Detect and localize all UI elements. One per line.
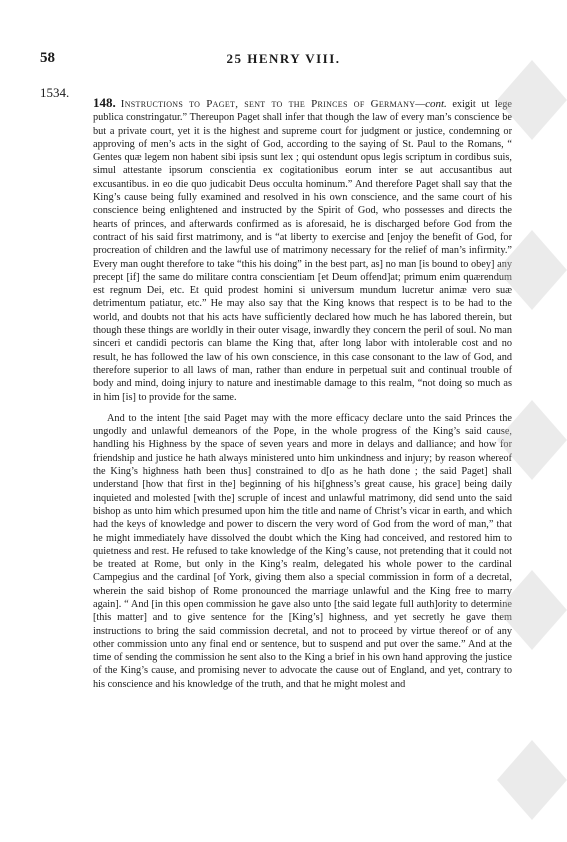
page-number: 58: [40, 50, 55, 66]
year-marginal: 1534.: [40, 85, 70, 100]
entry-heading: Instructions to Paget, sent to the Princes of Germany: [120, 98, 416, 110]
entry-number: 148.: [93, 95, 116, 110]
paragraph-1-text: exigit ut lege publica constringatur.” Thereupon Paget shall infer that though the law of every man’s conscience be but a private court, yet it is the highest and supreme court for judgment or justice, condemning or approving of men’s acts in the sight of God, according to the saying of St. Paul to the Romans, “ Gentes quæ legem non habent sibi ipsis sunt lex ; qui ostendunt opus legis scriptum in cordibus suis, simul attestante ipsorum conscientia ex cogitationibus eorum inter se aut accusantibus aut excusantibus. in eo die quo judicabit Deus occulta hominum.” And therefore Paget shall say that the King’s cause being fully examined and resolved in his own conscience, and the same court of his conscience being enlightened and instructed by the Spirit of God, who possesses and directs the hearts of princes, and afterwards confirmed as is aforesaid, he is discharged before God from the contract of his said first matrimony, and is “at liberty to exercise and [enjoy the benefit of God, for procreation of children and the lawful use of matrimony necessary for the relief of man’s infirmity.” Every man ought therefore to take “this his doing” in the best part, as] no man [is bound to obey] any precept [if] the same do militare contra conscientiam [et Deum offend]at; primum enim quærendum est regnum Dei, etc. Et quid prodest homini si universum mundum lucretur animæ vero suæ detrimentum patiatur, etc.” He may also say that the King knows that respect is to be had to the world, and doubts not that his acts have sufficiently declared how much he has labored therein, but though these things are worldly in their outer visage, inwardly they concern the peril of soul. No man sinceri et candidi pectoris can blame the King that, after long labor with intolerable cost and no result, he has followed the law of his own conscience, in this case consonant to the law of God, and therefore superior to all laws of man, rather than endure in perpetual suit and continual trouble of body and mind, doing injury to nature and inestimable damage to this realm, “not doing so much as in him [is] to provide for the same.: [93, 99, 513, 403]
document-body: [93, 96, 512, 691]
running-head: 25 HENRY VIII.: [226, 51, 341, 66]
paragraph-2: And to the intent [the said Paget may with the more efficacy declare unto the said Princes the ungodly and unlawful demeanors of the Pope, in the whole progress of the King’s said cause, handling his Highness by the space of seven years and more in delays and dalliance; and how for friendship and justice he hath always ministered unto him unkindness and injury; by reason whereof the King’s highness hath been thus] constrained to d[o as he hath done ; the said Paget] shall understand [how that first in the] beginning of his hi[ghness’s great cause, his grace] being daily inquieted and molested [with the] scruple of incest and unlawful matrimony, did send unto the said bishop as unto him which presumed upon him the title and name of Christ’s vicar in earth, and which had the keys of knowledge and power to discern the very word of God from the word of man,” that he might immediately have dissolved the doubt which the King had conceived, and restored him to quietness and rest. He refused to take knowledge of the King’s cause, not pretending that it could not be treated at Rome, but only in the King’s realm, delegated his whole power to the cardinal Campegius and the cardinal [of York, giving them also a special commission in form of a decretal, wherein the said bishop of Rome pronounced the marriage unlawful and the King free to marry again]. “ And [in this open commission he gave also unto [the said legate full auth]ority to determine [this matter] and to give sentence for the [King’s] highness, and yet secretly he gave them instructions to bring the said commission decretal, and not to proceed by virtue thereof or of any other commission unto any final end or sentence, but to suspend and put over the same.” And at the time of sending the commission he sent also to the King a brief in his own hand approving the justice of the King’s cause, and promising never to advocate the cause out of England, and yet, contrary to his conscience and his knowledge of the truth, and that he might molest and: [93, 412, 512, 690]
entry-continued: —cont.: [415, 98, 447, 110]
paragraph-1: [93, 96, 512, 404]
